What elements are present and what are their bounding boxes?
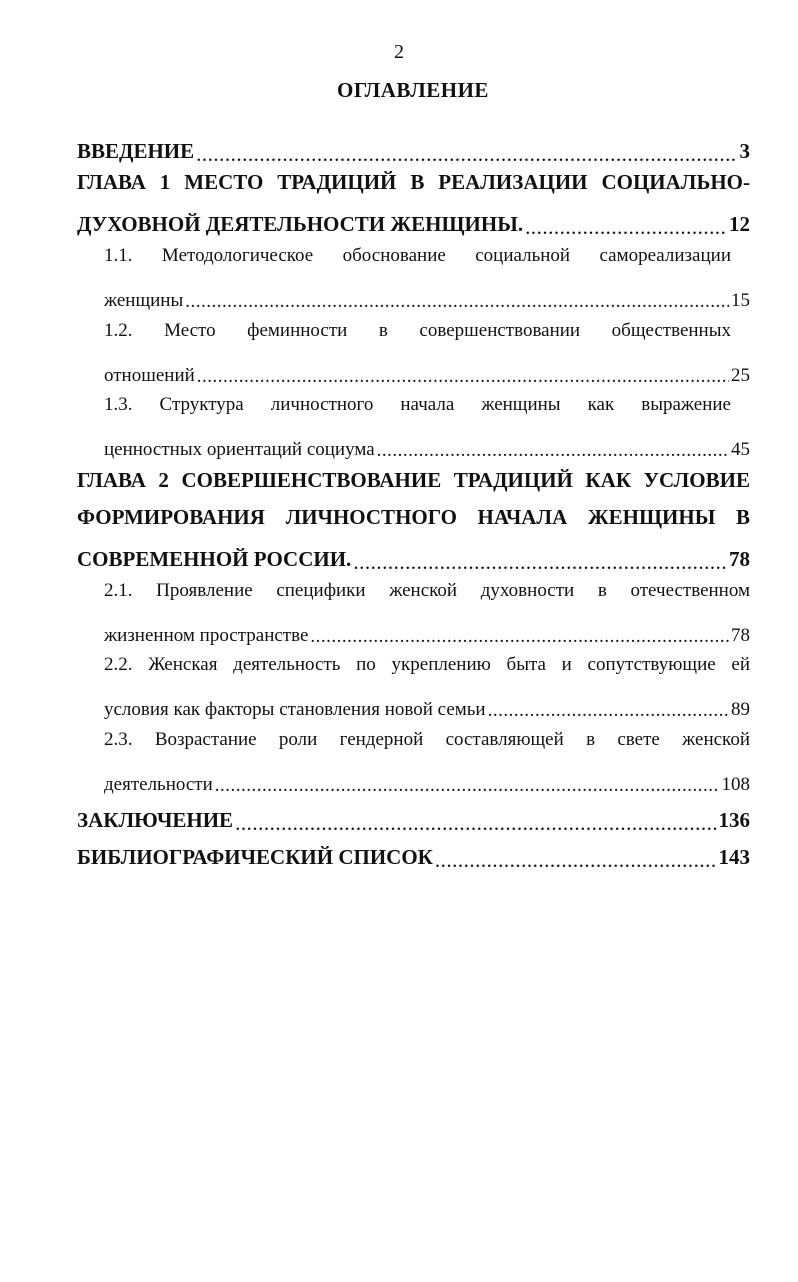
toc-section-1-2-line-1[interactable]: [104, 320, 731, 350]
toc-chapter-2-line-3[interactable]: [77, 542, 750, 572]
toc-entry-label: ГЛАВА 2 СОВЕРШЕНСТВОВАНИЕ ТРАДИЦИЙ КАК УСЛОВИЕ: [77, 468, 750, 492]
toc-section-1-3-line-1[interactable]: [104, 394, 731, 424]
toc-leader: [525, 215, 727, 237]
toc-entry-label: БИБЛИОГРАФИЧЕСКИЙ СПИСОК: [77, 845, 433, 869]
toc-page-number: 78: [731, 625, 750, 646]
toc-entry-label: ценностных ориентаций социума: [104, 439, 375, 460]
toc-leader: [215, 774, 720, 796]
toc-leader: [435, 848, 717, 870]
toc-section-1-1-line-2[interactable]: [104, 282, 750, 312]
toc-chapter-2-line-2[interactable]: [77, 505, 750, 535]
toc-leader: [235, 811, 716, 833]
toc-entry-bibliography[interactable]: [77, 840, 750, 870]
toc-page-number: 25: [731, 365, 750, 386]
toc-entry-label: отношений: [104, 365, 195, 386]
toc-leader: [310, 625, 729, 647]
toc-entry-label: ГЛАВА 1 МЕСТО ТРАДИЦИЙ В РЕАЛИЗАЦИИ СОЦИАЛЬНО-: [77, 170, 750, 194]
toc-page-number: 89: [731, 699, 750, 720]
toc-leader: [185, 290, 729, 312]
toc-entry-label: условия как факторы становления новой семьи: [104, 699, 486, 720]
toc-entry-label: 1.1. Методологическое обоснование социальной самореализации: [104, 245, 731, 266]
toc-leader: [197, 365, 729, 387]
toc-section-2-3-line-1[interactable]: [104, 729, 750, 759]
toc-section-2-3-line-2[interactable]: [104, 766, 750, 796]
toc-leader: [196, 142, 737, 164]
toc-page-number: 12: [729, 212, 750, 236]
toc-chapter-1-line-2[interactable]: [77, 207, 750, 237]
toc-entry-label: ФОРМИРОВАНИЯ ЛИЧНОСТНОГО НАЧАЛА ЖЕНЩИНЫ В: [77, 505, 750, 529]
toc-chapter-2-line-1[interactable]: [77, 468, 750, 498]
toc-leader: [353, 550, 727, 572]
toc-section-1-2-line-2[interactable]: [104, 357, 750, 387]
toc-section-1-1-line-1[interactable]: [104, 245, 731, 275]
toc-entry-label: 1.3. Структура личностного начала женщины как выражение: [104, 394, 731, 415]
toc-entry-label: 1.2. Место феминности в совершенствовании общественных: [104, 320, 731, 341]
toc-entry-label: деятельности: [104, 774, 213, 795]
toc-entry-label: 2.2. Женская деятельность по укреплению быта и сопутствующие ей: [104, 654, 750, 675]
toc-section-2-2-line-2[interactable]: [104, 691, 750, 721]
toc-chapter-1-line-1[interactable]: [77, 170, 750, 200]
toc-section-2-1-line-2[interactable]: [104, 617, 750, 647]
toc-entry-label: женщины: [104, 290, 184, 311]
toc-entry-label: ВВЕДЕНИЕ: [77, 139, 195, 163]
toc-entry-label: ЗАКЛЮЧЕНИЕ: [77, 808, 234, 832]
toc-entry-label: 2.1. Проявление специфики женской духовности в отечественном: [104, 580, 750, 601]
toc-page-number: 78: [729, 547, 750, 571]
toc-page-number: 15: [731, 290, 750, 311]
toc-page-number: 3: [739, 139, 750, 163]
toc-page-number: 108: [721, 774, 750, 795]
toc-leader: [377, 439, 729, 461]
toc-page-number: 136: [718, 808, 750, 832]
toc-section-2-2-line-1[interactable]: [104, 654, 750, 684]
toc-entry-intro[interactable]: [77, 134, 750, 164]
toc-page-number: 143: [718, 845, 750, 869]
page-number: 2: [394, 41, 404, 63]
toc-leader: [488, 699, 729, 721]
toc-entry-label: жизненном пространстве: [104, 625, 309, 646]
toc-entry-label: 2.3. Возрастание роли гендерной составляющей в свете женской: [104, 729, 750, 750]
toc-section-2-1-line-1[interactable]: [104, 580, 750, 610]
toc-entry-label: СОВРЕМЕННОЙ РОССИИ.: [77, 547, 352, 571]
toc-entry-conclusion[interactable]: [77, 803, 750, 833]
toc-page-number: 45: [731, 439, 750, 460]
toc-entry-label: ДУХОВНОЙ ДЕЯТЕЛЬНОСТИ ЖЕНЩИНЫ.: [77, 212, 524, 236]
toc-section-1-3-line-2[interactable]: [104, 431, 750, 461]
page-title: ОГЛАВЛЕНИЕ: [337, 78, 489, 102]
